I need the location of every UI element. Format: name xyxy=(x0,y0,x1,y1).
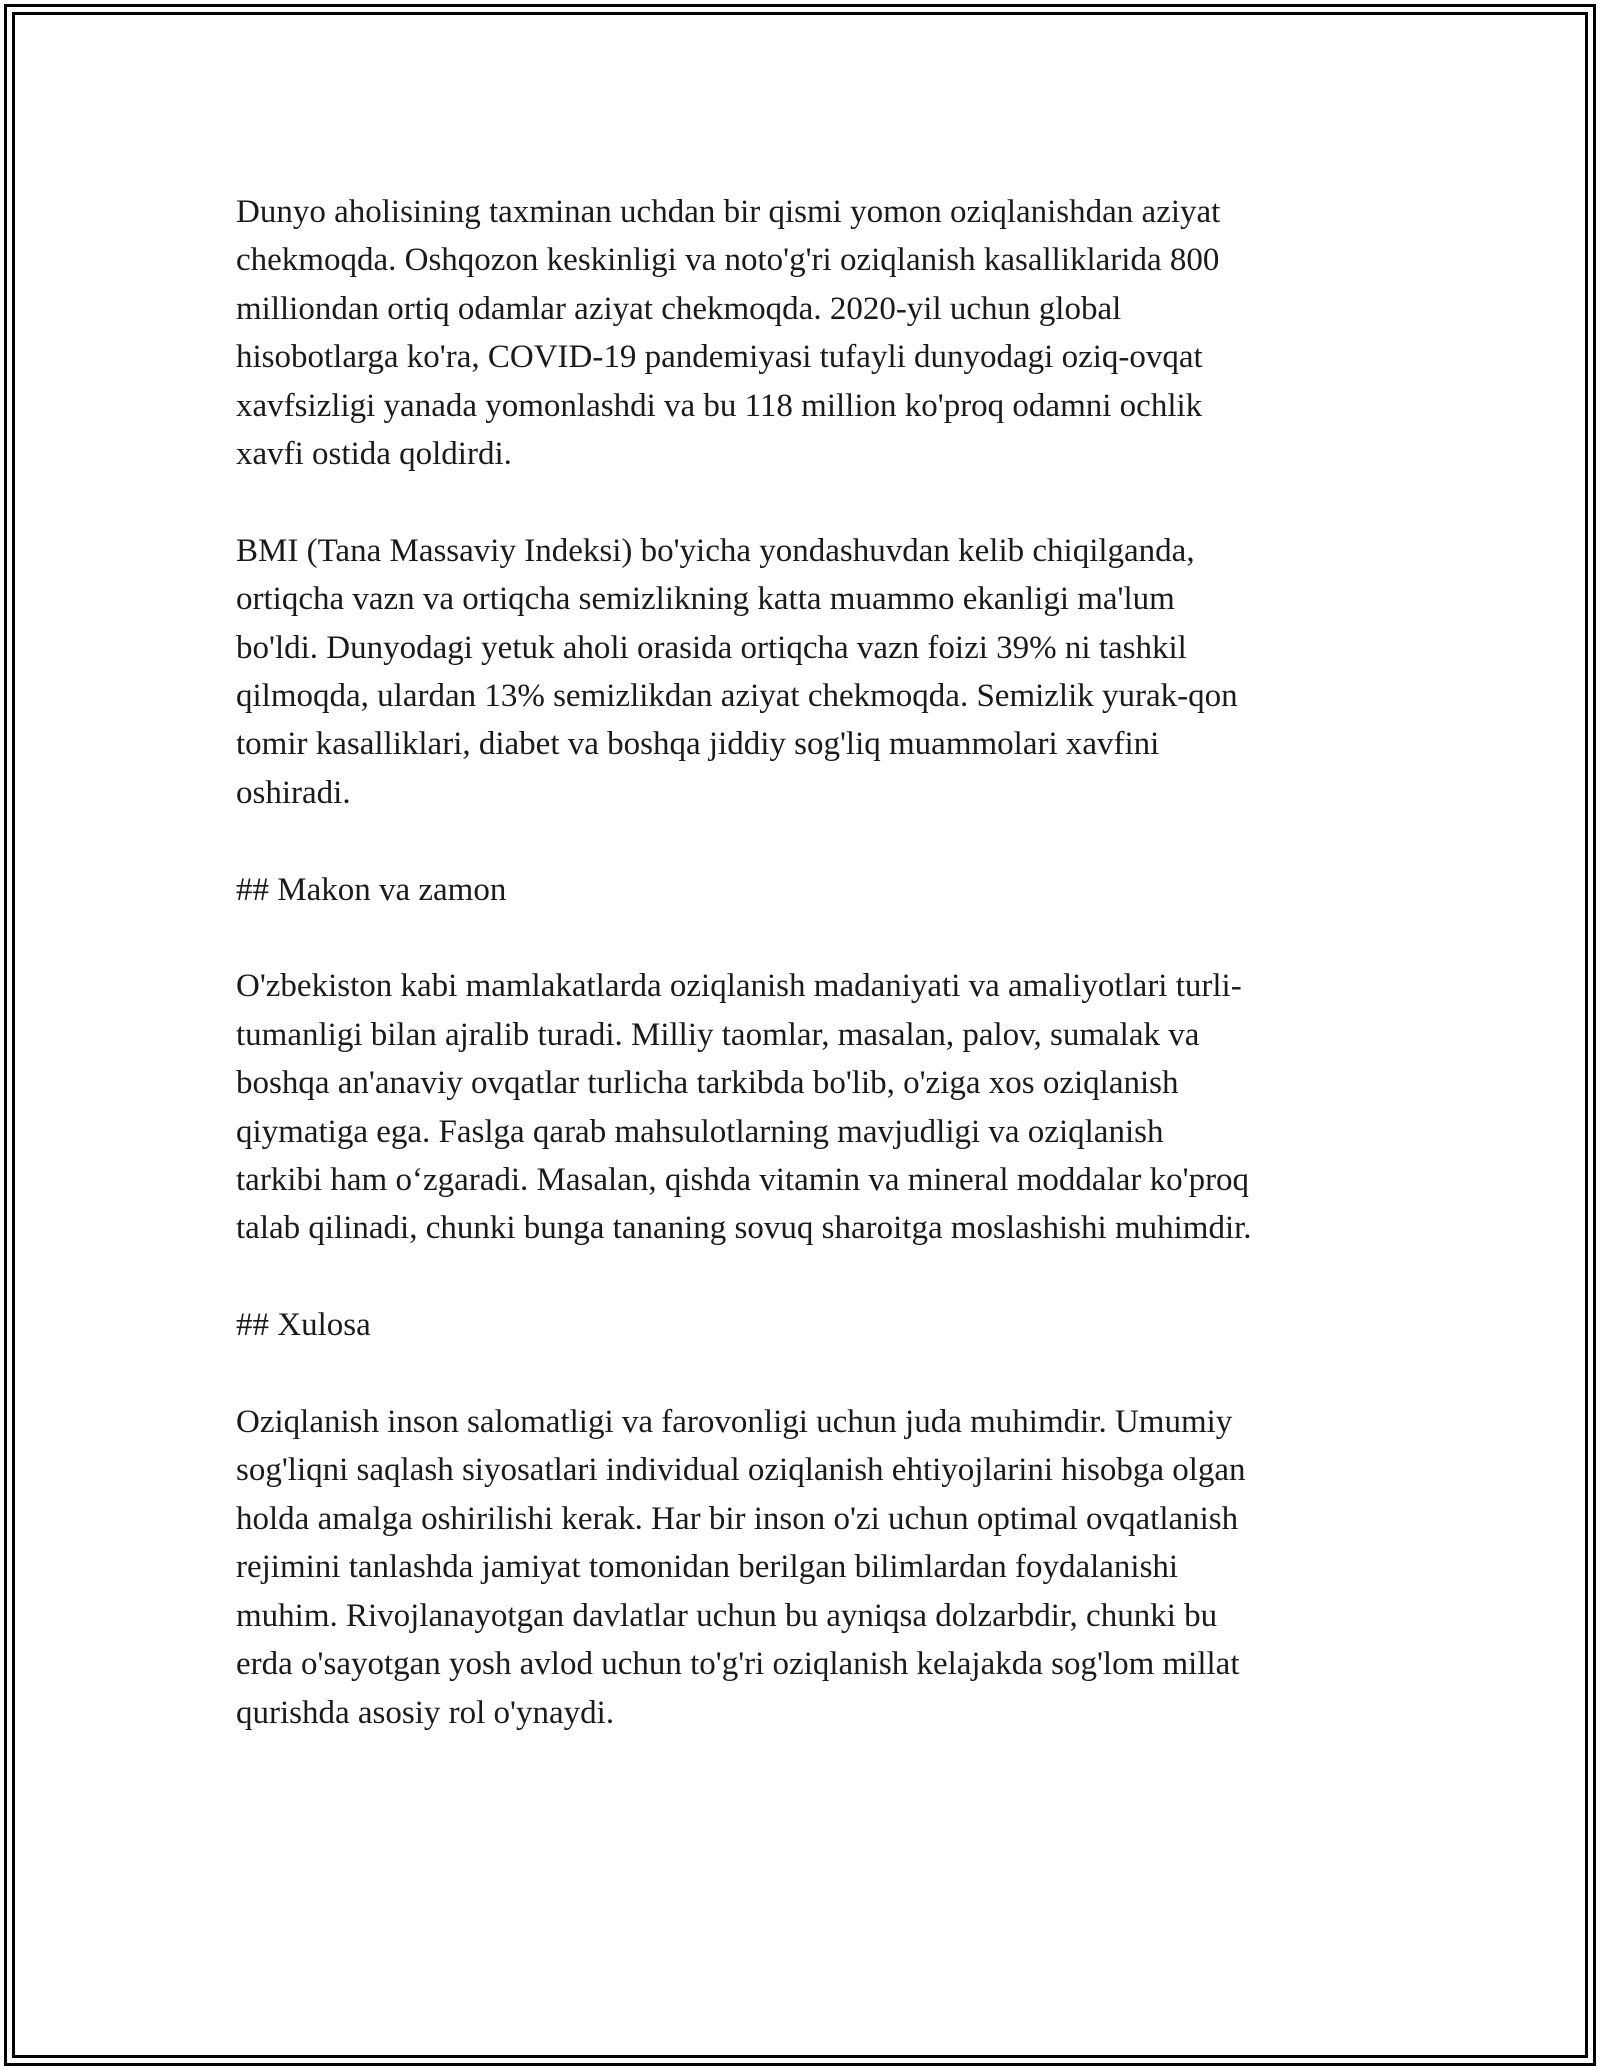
text-line: bo'ldi. Dunyodagi yetuk aholi orasida ortiqcha vazn foizi 39% ni tashkil xyxy=(236,629,1187,666)
text-line: Oziqlanish inson salomatligi va farovonligi uchun juda muhimdir. Umumiy xyxy=(236,1404,1233,1441)
text-line: ## Makon va zamon xyxy=(236,871,507,908)
text-line: Dunyo aholisining taxminan uchdan bir qismi yomon oziqlanishdan aziyat xyxy=(236,194,1221,230)
body-paragraph xyxy=(236,527,1376,817)
section-heading xyxy=(236,866,1376,914)
body-paragraph xyxy=(236,962,1376,1252)
body-paragraph xyxy=(236,1398,1376,1737)
text-line: tarkibi ham o‘zgaradi. Masalan, qishda vitamin va mineral moddalar ko'proq xyxy=(236,1162,1250,1199)
text-line: holda amalga oshirilishi kerak. Har bir inson o'zi uchun optimal ovqatlanish xyxy=(236,1500,1239,1537)
text-line: xavfi ostida qoldirdi. xyxy=(236,436,512,473)
text-line: boshqa an'anaviy ovqatlar turlicha tarkibda bo'lib, o'ziga xos oziqlanish xyxy=(236,1065,1179,1102)
text-line: rejimini tanlashda jamiyat tomonidan berilgan bilimlardan foydalanishi xyxy=(236,1549,1179,1586)
text-line: ## Xulosa xyxy=(236,1307,371,1344)
text-line: ortiqcha vazn va ortiqcha semizlikning katta muammo ekanligi ma'lum xyxy=(236,581,1175,618)
text-line: qilmoqda, ulardan 13% semizlikdan aziyat chekmoqda. Semizlik yurak-qon xyxy=(236,678,1238,715)
text-line: erda o'sayotgan yosh avlod uchun to'g'ri oziqlanish kelajakda sog'lom millat xyxy=(236,1646,1240,1683)
text-line: tumanligi bilan ajralib turadi. Milliy taomlar, masalan, palov, sumalak va xyxy=(236,1016,1200,1053)
section-heading xyxy=(236,1301,1376,1349)
text-line: tomir kasalliklari, diabet va boshqa jiddiy sog'liq muammolari xavfini xyxy=(236,726,1160,763)
text-line: oshiradi. xyxy=(236,774,351,811)
text-line: sog'liqni saqlash siyosatlari individual oziqlanish ehtiyojlarini hisobga olgan xyxy=(236,1452,1246,1489)
text-line: xavfsizligi yanada yomonlashdi va bu 118 million ko'proq odamni ochlik xyxy=(236,387,1203,424)
text-line: talab qilinadi, chunki bunga tananing sovuq sharoitga moslashishi muhimdir. xyxy=(236,1210,1252,1247)
text-line: milliondan ortiq odamlar aziyat chekmoqda. 2020-yil uchun global xyxy=(236,290,1122,327)
text-line: qiymatiga ega. Faslga qarab mahsulotlarning mavjudligi va oziqlanish xyxy=(236,1113,1164,1150)
text-line: qurishda asosiy rol o'ynaydi. xyxy=(236,1694,615,1731)
text-line: chekmoqda. Oshqozon keskinligi va noto'g'ri oziqlanish kasalliklarida 800 xyxy=(236,242,1220,279)
text-line: hisobotlarga ko'ra, COVID-19 pandemiyasi tufayli dunyodagi oziq-ovqat xyxy=(236,339,1203,376)
body-paragraph xyxy=(236,188,1376,478)
text-line: muhim. Rivojlanayotgan davlatlar uchun bu ayniqsa dolzarbdir, chunki bu xyxy=(236,1597,1218,1634)
text-line: BMI (Tana Massaviy Indeksi) bo'yicha yondashuvdan kelib chiqilganda, xyxy=(236,532,1195,569)
text-line: O'zbekiston kabi mamlakatlarda oziqlanish madaniyati va amaliyotlari turli- xyxy=(236,968,1242,1005)
document-body xyxy=(236,188,1376,1785)
